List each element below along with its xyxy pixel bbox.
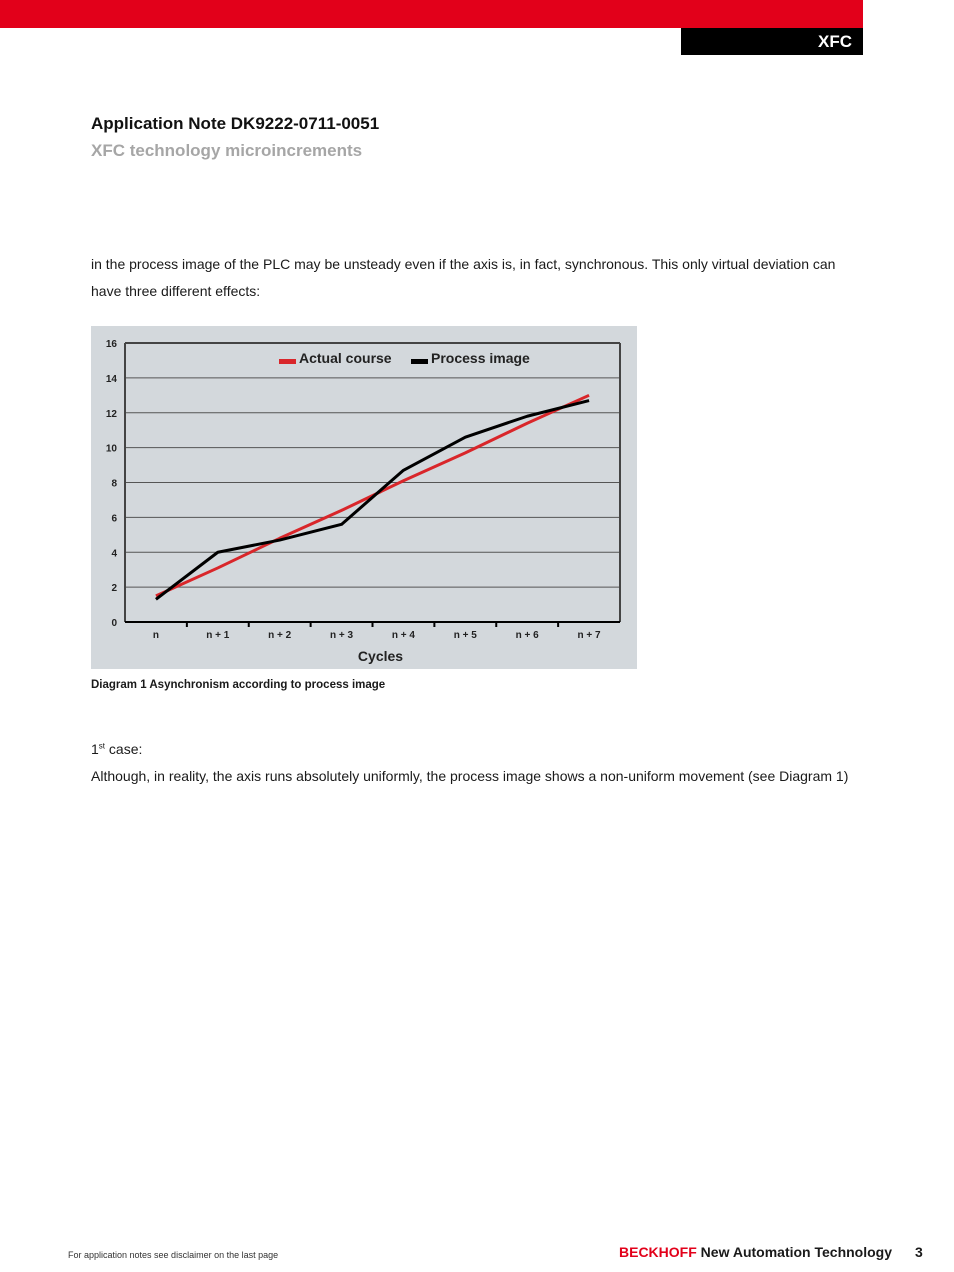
legend-label: Actual course: [299, 350, 392, 366]
y-tick-label: 14: [105, 373, 117, 385]
legend-swatch: [411, 359, 428, 364]
legend-label: Process image: [431, 350, 530, 366]
case-number: 1: [91, 741, 99, 757]
x-tick-label: n + 7: [577, 630, 601, 641]
case-ordinal-suffix: st: [98, 741, 106, 751]
x-tick-label: n + 1: [206, 630, 230, 641]
y-tick-label: 16: [105, 339, 117, 350]
y-tick-label: 6: [111, 513, 117, 525]
document-subtitle: XFC technology microincrements: [91, 141, 363, 160]
brand-logo-text: BECKHOFF: [619, 1244, 697, 1260]
y-tick-label: 8: [111, 478, 117, 490]
y-tick-label: 4: [111, 548, 117, 560]
y-tick-label: 2: [111, 583, 117, 595]
top-brand-bar: [0, 0, 863, 28]
page-number: 3: [915, 1244, 923, 1260]
legend-swatch: [279, 359, 296, 364]
x-tick-label: n + 3: [330, 630, 354, 641]
x-axis-title: Cycles: [357, 648, 404, 664]
figure-caption: Diagram 1 Asynchronism according to process image: [91, 679, 386, 691]
case-heading: [91, 741, 142, 757]
y-tick-label: 0: [111, 618, 117, 629]
x-tick-label: n + 2: [268, 630, 292, 641]
y-tick-label: 10: [105, 443, 117, 455]
x-tick-label: n + 6: [515, 630, 539, 641]
footer-brand: [619, 1244, 892, 1260]
line-chart: [91, 326, 637, 669]
case-label-text: case:: [105, 741, 143, 757]
x-tick-label: n + 5: [453, 630, 477, 641]
case-description: Although, in reality, the axis runs absolutely uniformly, the process image shows a non-uniform movement (see Diagram 1): [91, 768, 849, 784]
x-tick-label: n + 4: [391, 630, 415, 641]
y-tick-label: 12: [105, 408, 117, 420]
footer-disclaimer: For application notes see disclaimer on the last page: [68, 1250, 279, 1260]
intro-paragraph: in the process image of the PLC may be unsteady even if the axis is, in fact, synchronous. This only virtual deviation can have three different effects:: [91, 256, 836, 299]
section-tag: XFC: [681, 28, 863, 55]
document-title: Application Note DK9222-0711-0051: [91, 114, 380, 133]
x-tick-label: n: [152, 630, 159, 641]
brand-tagline: New Automation Technology: [696, 1244, 893, 1260]
chart-container: [91, 326, 637, 669]
